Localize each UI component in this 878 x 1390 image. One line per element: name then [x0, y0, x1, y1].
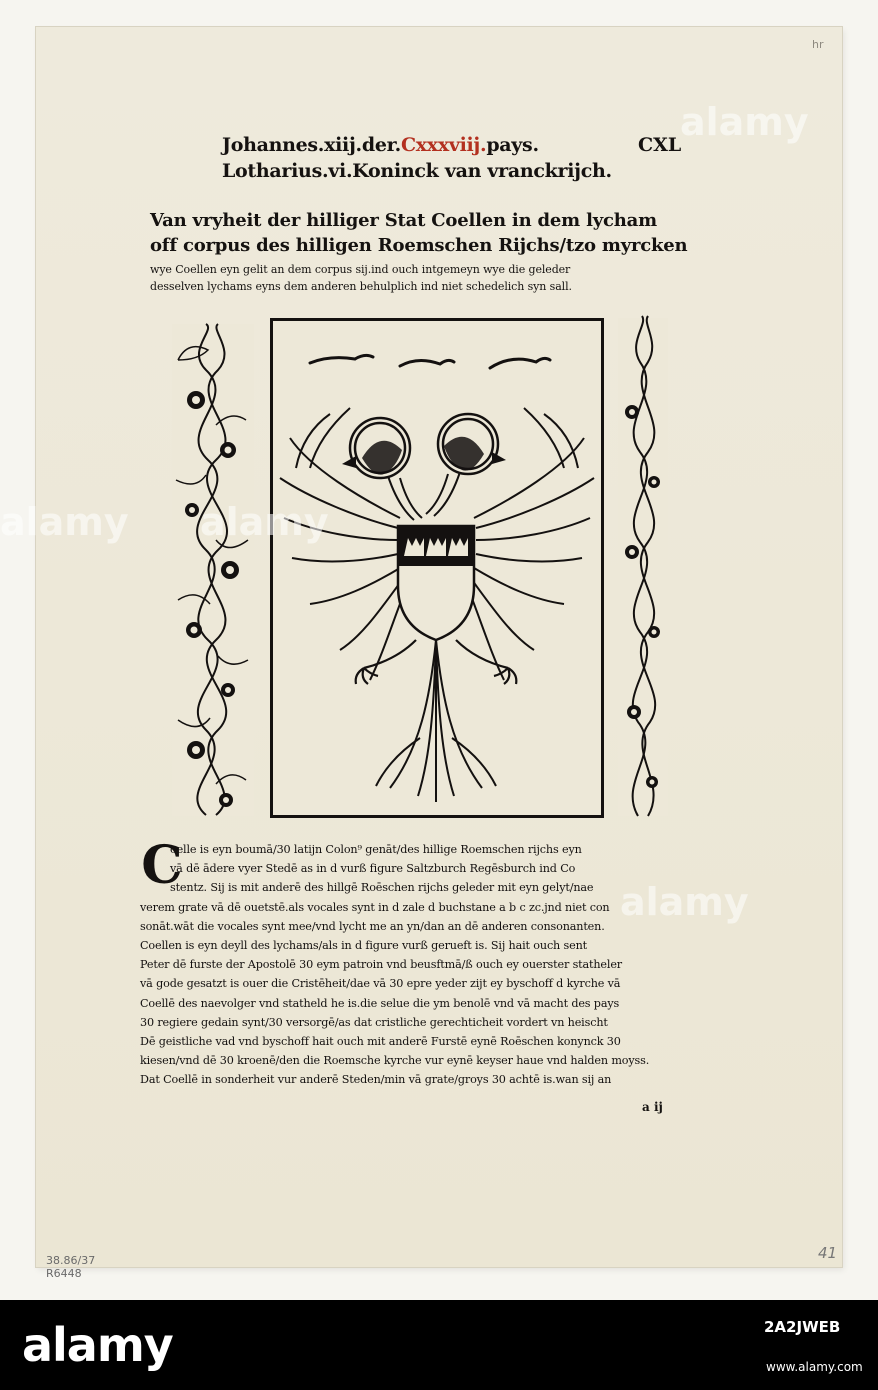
body-line: Peter dē furste der Apostolē 30 eym patroin vnd beusftmā/ß ouch ey ouerster statheler	[140, 958, 622, 972]
watermark: alamy	[680, 100, 809, 144]
running-header-line-2	[222, 160, 612, 182]
chapter-title-line-2: off corpus des hilligen Roemschen Rijchs/tzo myrcken	[150, 235, 688, 256]
header-text-e: Koninck van vranckrijch.	[352, 160, 612, 182]
stock-logo: alamy	[22, 1318, 173, 1372]
body-line: Dē geistliche vad vnd byschoff hait ouch mit anderē Furstē eynē Roēschen konynck 30	[140, 1034, 621, 1048]
body-line: stentz. Sij is mit anderē des hillgē Roēschen rijchs geleder mit eyn gelyt/nae	[170, 881, 594, 895]
accession-number: 38.86/37	[46, 1254, 96, 1267]
right-ornamental-border	[612, 312, 674, 820]
signature-mark: a ij	[642, 1100, 663, 1114]
body-line: vā dē ādere vyer Stedē as in d vurß figure Saltzburch Regēsburch ind Co	[170, 862, 576, 876]
header-year: Cxxxviij.	[400, 134, 487, 156]
chapter-subtitle-line-1: wye Coellen eyn gelit an dem corpus sij.ind ouch intgemeyn wye die geleder	[150, 263, 571, 276]
chapter-subtitle-line-2: desselven lychams eyns dem anderen behulplich ind niet schedelich syn sall.	[150, 280, 572, 293]
image-id: 2A2JWEB	[764, 1318, 841, 1336]
reference-number: R6448	[46, 1267, 82, 1280]
body-line: sonāt.wāt die vocales synt mee/vnd lycht me an yn/dan an dē anderen consonanten.	[140, 919, 605, 933]
body-line: Coellē des naevolger vnd statheld he is.die selue die ym benolē vnd vā macht des pays	[140, 996, 620, 1010]
header-text-a: Johannes.xiij.der.	[222, 134, 401, 156]
body-text-block	[140, 835, 700, 1089]
decorated-initial: C	[141, 835, 183, 896]
watermark: alamy	[0, 500, 129, 544]
body-line: Dat Coellē in sonderheit vur anderē Steden/min vā grate/groys 30 achtē is.wan sij an	[140, 1073, 612, 1087]
double-headed-eagle-woodcut	[270, 318, 604, 818]
watermark: alamy	[620, 880, 749, 924]
folio-number: CXL	[638, 134, 682, 156]
body-line: verem grate vā dē ouetstē.als vocales synt in d zale d buchstane a b c zc.jnd niet con	[140, 900, 610, 914]
body-line: vā gode gesatzt is ouer die Cristēheit/dae vā 30 epre yeder zijt ey byschoff d kyrche vā	[140, 977, 621, 991]
body-line: Coellen is eyn deyll des lychams/als in d figure vurß gerueft is. Sij hait ouch sent	[140, 938, 587, 952]
running-header-line-1	[222, 134, 539, 156]
stock-url: www.alamy.com	[766, 1360, 863, 1374]
header-text-c: pays.	[486, 134, 539, 156]
chapter-title-line-1: Van vryheit der hilliger Stat Coellen in dem lycham	[150, 210, 657, 231]
body-line: kiesen/vnd dē 30 kroenē/den die Roemsche kyrche vur eynē keyser haue vnd halden moyss.	[140, 1054, 650, 1068]
watermark: alamy	[200, 500, 329, 544]
body-line: oelle is eyn boumā/30 latijn Colon⁹ genāt/des hillige Roemschen rijchs eyn	[170, 843, 582, 856]
header-text-d: Lotharius.vi.	[222, 160, 353, 182]
pencil-page-number: 41	[818, 1244, 838, 1262]
corner-mark: hr	[812, 38, 824, 51]
left-ornamental-border	[166, 320, 260, 820]
body-line: 30 regiere gedain synt/30 versorgē/as dat cristliche gerechticheit vordert vn heischt	[140, 1015, 608, 1029]
